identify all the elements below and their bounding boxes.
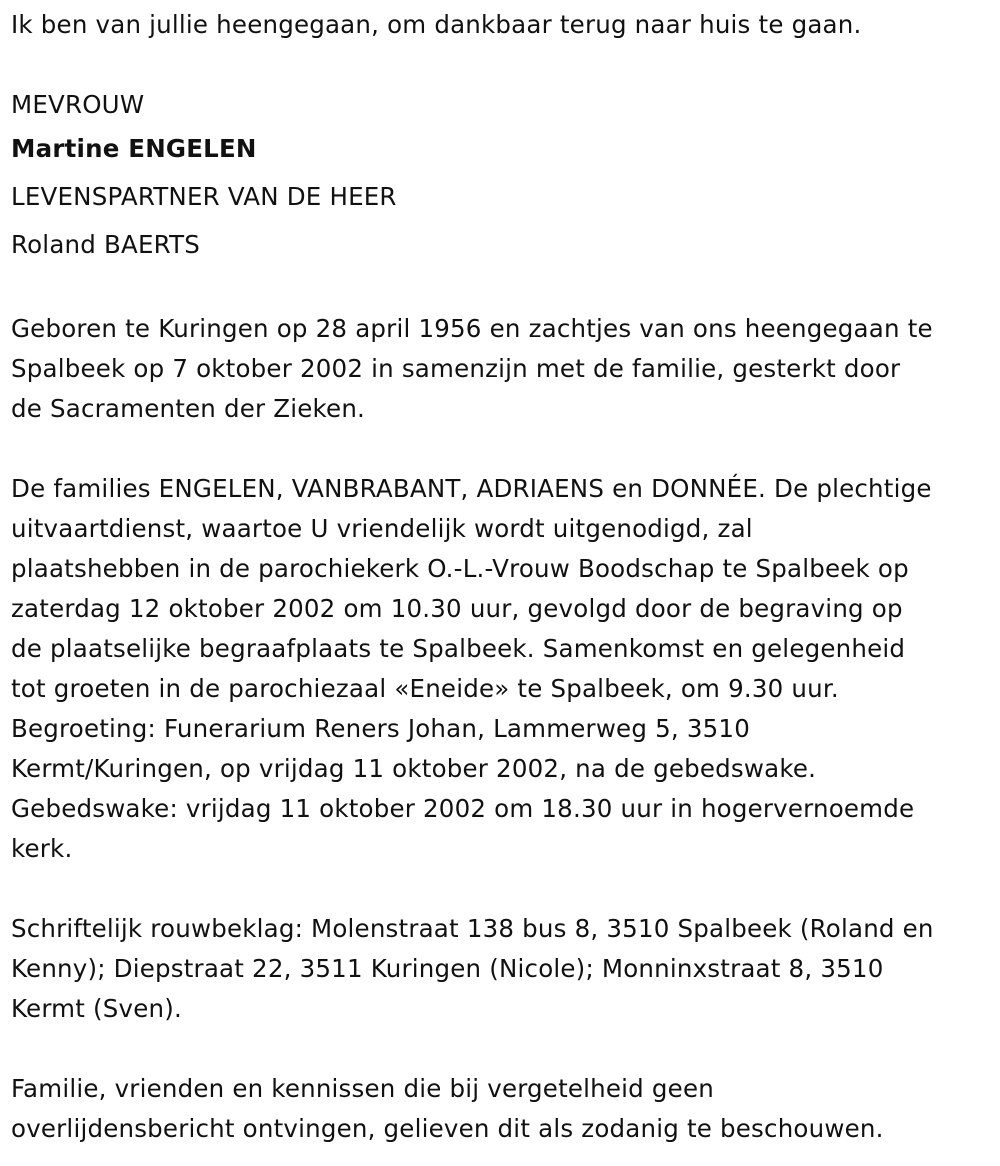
ceremony-paragraph [11, 469, 989, 869]
obituary-notice [11, 0, 989, 1149]
text-line: Schriftelijk rouwbeklag: Molenstraat 138 bus 8, 3510 Spalbeek (Roland en [11, 914, 934, 943]
text-line: De families ENGELEN, VANBRABANT, ADRIAENS en DONNÉE. De plechtige [11, 474, 932, 503]
text-line: kerk. [11, 834, 73, 863]
title-prefix: MEVROUW [11, 90, 145, 119]
partner-name: Roland BAERTS [11, 230, 201, 259]
text-line: Spalbeek op 7 oktober 2002 in samenzijn met de familie, gesterkt door [11, 354, 901, 383]
text-line: Gebedswake: vrijdag 11 oktober 2002 om 18.30 uur in hogervernoemde [11, 794, 915, 823]
text-line: Begroeting: Funerarium Reners Johan, Lammerweg 5, 3510 [11, 714, 750, 743]
text-line: Kenny); Diepstraat 22, 3511 Kuringen (Nicole); Monninxstraat 8, 3510 [11, 954, 884, 983]
text-line: de Sacramenten der Zieken. [11, 394, 366, 423]
text-line: Kermt/Kuringen, op vrijdag 11 oktober 2002, na de gebedswake. [11, 754, 817, 783]
text-line: uitvaartdienst, waartoe U vriendelijk wordt uitgenodigd, zal [11, 514, 753, 543]
closing-paragraph [11, 1069, 989, 1149]
text-line: zaterdag 12 oktober 2002 om 10.30 uur, gevolgd door de begraving op [11, 594, 903, 623]
text-line: tot groeten in de parochiezaal «Eneide» te Spalbeek, om 9.30 uur. [11, 674, 839, 703]
text-line: Kermt (Sven). [11, 994, 182, 1023]
condolence-paragraph [11, 909, 989, 1029]
text-line: Familie, vrienden en kennissen die bij vergetelheid geen [11, 1074, 714, 1103]
birth-death-paragraph [11, 309, 989, 429]
relation-label: LEVENSPARTNER VAN DE HEER [11, 182, 397, 211]
opening-quote: Ik ben van jullie heengegaan, om dankbaar terug naar huis te gaan. [11, 10, 862, 39]
text-line: overlijdensbericht ontvingen, gelieven dit als zodanig te beschouwen. [11, 1114, 884, 1143]
text-line: Geboren te Kuringen op 28 april 1956 en zachtjes van ons heengegaan te [11, 314, 933, 343]
text-line: de plaatselijke begraafplaats te Spalbeek. Samenkomst en gelegenheid [11, 634, 906, 663]
deceased-name: Martine ENGELEN [11, 134, 257, 163]
text-line: plaatshebben in de parochiekerk O.-L.-Vrouw Boodschap te Spalbeek op [11, 554, 909, 583]
